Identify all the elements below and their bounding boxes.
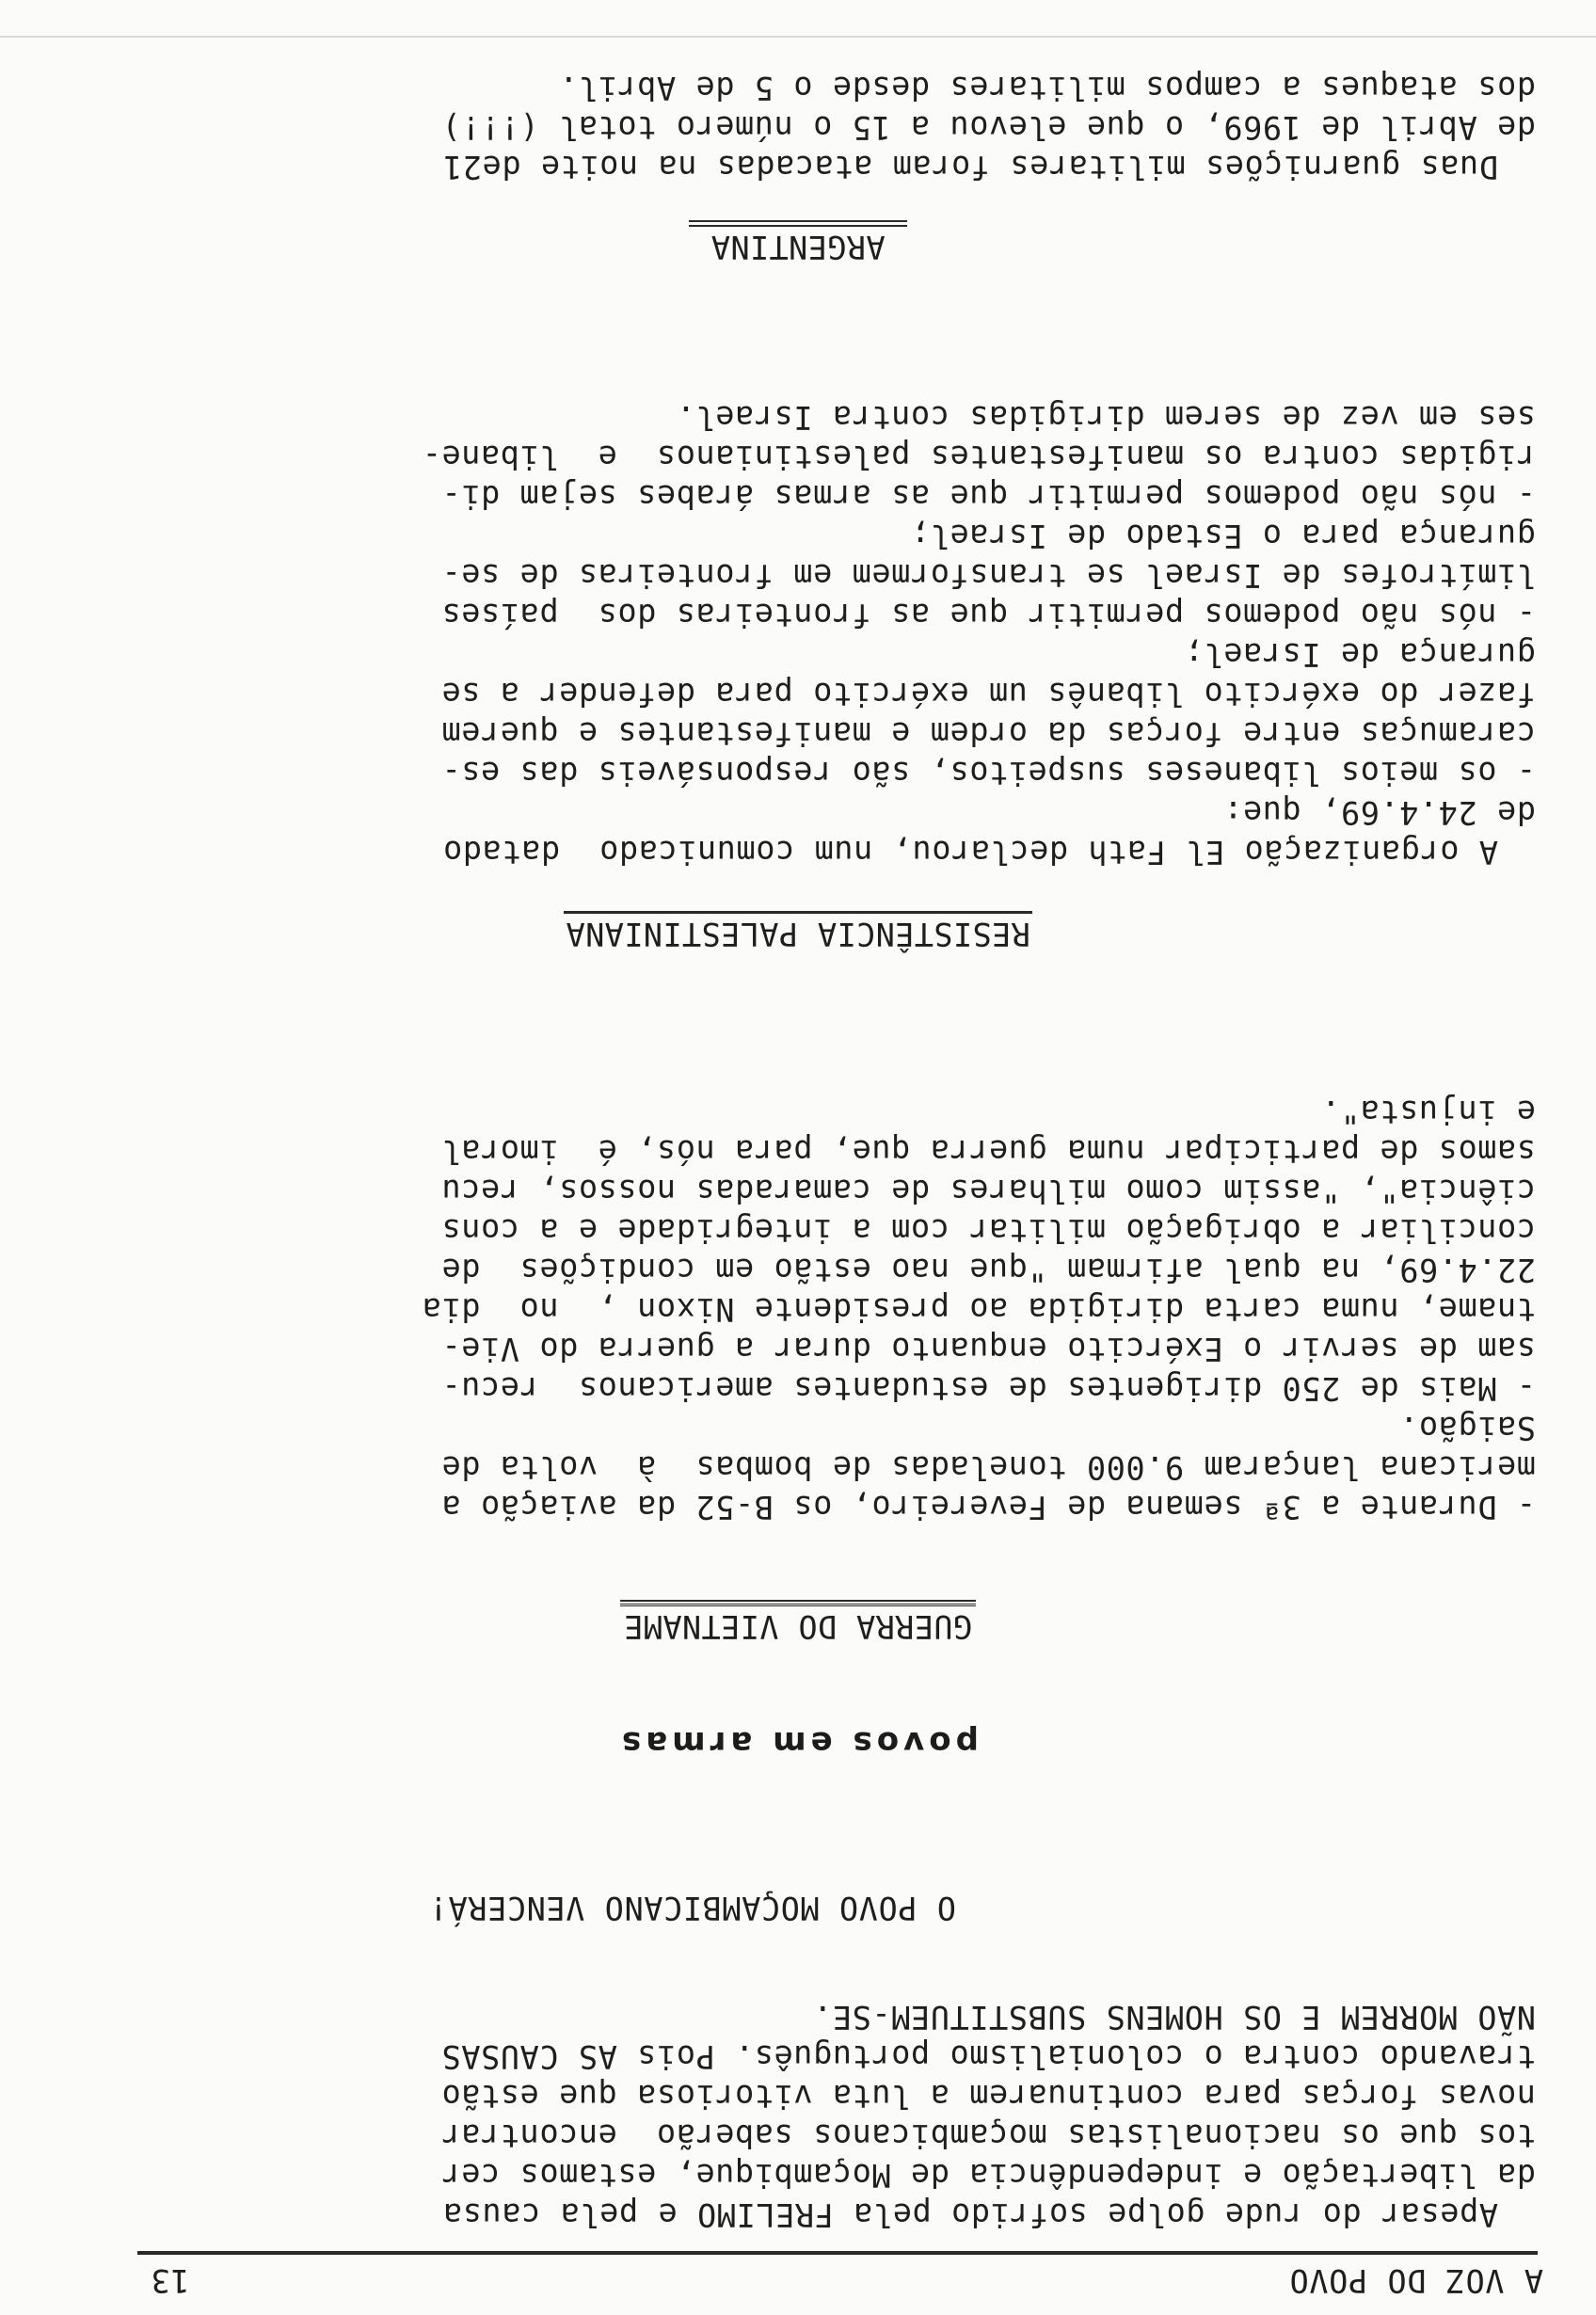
- vietname-line: Saigão.: [1398, 1410, 1536, 1446]
- vietname-line: tname, numa carta dirigida ao presidente Nixon , no dia: [422, 1291, 1536, 1328]
- argentina-body: [441, 68, 1536, 186]
- intro-paragraph: [441, 1997, 1536, 2234]
- argentina-line: Duas guarnições militares foram atacadas na noite de21: [442, 149, 1498, 185]
- palestina-heading-underline: [564, 911, 1032, 914]
- page-number: 13: [151, 2262, 190, 2299]
- palestina-line: caramuças entre forças da ordem e manifestantes e querem: [440, 715, 1536, 752]
- palestina-line: fazer do exército libanês um exército para defender a se: [440, 676, 1536, 712]
- argentina-line: dos ataques a campos militares desde o 5 de Abril.: [558, 70, 1536, 106]
- palestina-line: - nós não podemos permitir que as fronteiras dos países: [440, 597, 1536, 633]
- palestina-line: gurança de Israel;: [1184, 636, 1536, 673]
- argentina-heading-text: ARGENTINA: [710, 229, 886, 265]
- vietname-line: mericana lançaram 9.000 toneladas de bombas à volta de: [440, 1449, 1536, 1486]
- vietname-line: ciência", "assim como milhares de camaradas nossos, recu: [440, 1173, 1536, 1209]
- header-rule: [137, 2251, 1538, 2255]
- vietname-heading-underline: [620, 1600, 976, 1606]
- publication-title: A VOZ DO POVO: [1289, 2262, 1543, 2299]
- palestina-line: A organização El Fath declarou, num comunicado datado: [442, 834, 1498, 870]
- palestina-line: de 24.4.69, que:: [1222, 794, 1536, 831]
- page-edge-line: [0, 36, 1596, 38]
- intro-line: NÃO MORREM E OS HOMENS SUBSTITUEM-SE.: [812, 1999, 1536, 2036]
- palestina-line: ses em vez de serem dirigidas contra Israel.: [676, 399, 1536, 436]
- vietname-line: sam de servir o Exército enquanto durar a guerra do Vie-: [440, 1331, 1536, 1367]
- intro-line: Apesar do rude golpe sofrido pela FRELIMO e pela causa: [442, 2196, 1498, 2233]
- palestina-body: [422, 397, 1536, 871]
- vietname-body: [422, 1092, 1536, 1526]
- intro-line: travando contra o colonialismo português. Pois AS CAUSAS: [440, 2038, 1536, 2075]
- vietname-heading-text: GUERRA DO VIETNAME: [623, 1608, 973, 1645]
- palestina-line: limítrofes de Israel se transformem em fronteiras de se-: [440, 557, 1536, 594]
- intro-line: da libertação e independência de Moçambique, estamos cer: [440, 2157, 1536, 2194]
- intro-line: tos que os nacionalistas moçambicanos saberão encontrar: [440, 2117, 1536, 2154]
- vietname-line: e injusta".: [1320, 1094, 1536, 1130]
- palestina-line: rigidas contra os manifestantes palestinianos e libane-: [422, 439, 1536, 475]
- argentina-heading-underline: [689, 220, 907, 227]
- vietname-line: conciliar a obrigação militar com a integridade e a cons: [440, 1212, 1536, 1249]
- vietname-line: 22.4.69, na qual afirmam "que nao estão em condições de: [440, 1252, 1536, 1288]
- argentina-heading: [516, 220, 1080, 265]
- vietname-line: samos de participar numa guerra que, para nós, é imoral: [440, 1133, 1536, 1170]
- running-header: [151, 2260, 1543, 2306]
- vietname-heading: [516, 1600, 1080, 1645]
- vietname-line: - Durante a 3ª semana de Fevereiro, os B-52 da aviação a: [440, 1489, 1536, 1525]
- palestina-line: gurança para o Estado de Israel;: [910, 518, 1536, 554]
- vietname-line: - Mais de 250 dirigentes de estudantes americanos recu-: [440, 1370, 1536, 1407]
- intro-line: novas forças para continuarem a luta vitoriosa que estão: [440, 2078, 1536, 2115]
- intro-slogan: O POVO MOÇAMBICANO VENCERÁ!: [428, 1890, 956, 1926]
- palestina-line: - os meios libaneses suspeitos, são responsáveis das es-: [440, 755, 1536, 791]
- palestina-heading: [422, 911, 1174, 952]
- section-title: povos em armas: [617, 1724, 979, 1762]
- argentina-line: de Abril de 1969, o que elevou a 15 o número total (!!!): [440, 109, 1536, 146]
- palestina-line: - nós não podemos permitir que as armas árabes sejam di-: [440, 478, 1536, 515]
- palestina-heading-text: RESISTÊNCIA PALESTINIANA: [566, 916, 1030, 952]
